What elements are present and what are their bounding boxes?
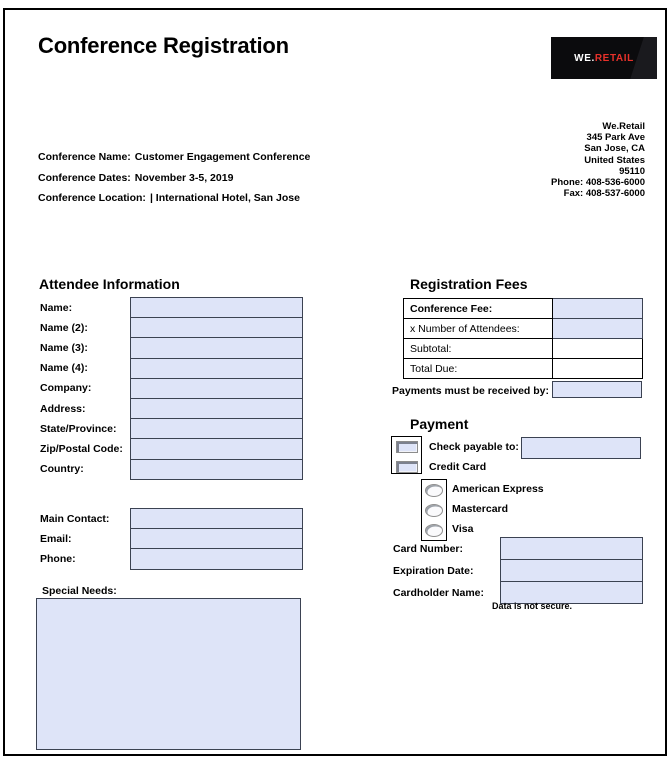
data-not-secure-note: Data is not secure. (492, 601, 573, 611)
mastercard-radio[interactable] (425, 504, 443, 517)
payment-heading: Payment (410, 416, 469, 432)
main-contact-input[interactable] (131, 513, 302, 525)
subtotal-label: Subtotal: (404, 339, 553, 359)
email-label: Email: (40, 532, 72, 545)
country-input[interactable] (131, 463, 302, 475)
card-fields-table (393, 537, 643, 604)
company-label: Company: (40, 382, 92, 395)
name-4-label: Name (4): (40, 362, 88, 375)
total-due-label: Total Due: (404, 359, 553, 379)
special-needs-label: Special Needs: (42, 585, 117, 597)
visa-radio[interactable] (425, 524, 443, 537)
email-field[interactable] (130, 529, 302, 549)
company-name: We.Retail (602, 121, 645, 132)
conference-fee-input[interactable] (553, 303, 642, 315)
conference-name-label: Conference Name: (38, 151, 131, 163)
special-needs-textarea[interactable] (36, 598, 301, 750)
phone-label: Phone: (40, 552, 76, 565)
conference-fee-field[interactable] (553, 299, 643, 319)
name-2-field[interactable] (130, 318, 302, 338)
attendee-information-heading: Attendee Information (39, 276, 180, 292)
state-province-label: State/Province: (40, 422, 117, 435)
payments-received-by-input[interactable] (553, 382, 641, 397)
conference-dates-line (38, 172, 233, 184)
card-number-input[interactable] (501, 543, 642, 555)
expiration-date-field[interactable] (500, 560, 642, 582)
visa-label: Visa (452, 523, 474, 535)
amex-radio[interactable] (425, 484, 443, 497)
conference-location-value: | International Hotel, San Jose (149, 192, 300, 204)
state-province-input[interactable] (131, 423, 302, 435)
payments-received-by-label: Payments must be received by: (392, 385, 549, 397)
expiration-date-label: Expiration Date: (393, 564, 474, 577)
company-phone: Phone: 408-536-6000 (551, 177, 645, 189)
subtotal-field (553, 339, 643, 359)
name-label: Name: (40, 301, 73, 314)
company-street: 345 Park Ave (586, 132, 645, 144)
phone-field[interactable] (130, 549, 302, 569)
page-title: Conference Registration (38, 33, 289, 58)
check-payable-field[interactable] (521, 437, 641, 459)
conference-name-line (38, 151, 310, 163)
credit-card-label: Credit Card (429, 461, 487, 473)
mastercard-label: Mastercard (452, 503, 509, 515)
name-input[interactable] (131, 302, 302, 314)
check-payable-label: Check payable to: (429, 441, 519, 453)
conference-dates-value: November 3-5, 2019 (134, 172, 234, 184)
conference-dates-label: Conference Dates: (38, 172, 131, 184)
country-field[interactable] (130, 459, 302, 479)
zip-postal-code-field[interactable] (130, 439, 302, 459)
number-of-attendees-field[interactable] (553, 319, 643, 339)
company-fax: Fax: 408-537-6000 (563, 188, 645, 200)
card-number-field[interactable] (500, 538, 642, 560)
number-of-attendees-label: x Number of Attendees: (404, 319, 553, 339)
company-address (551, 121, 645, 199)
attendee-fields-table (40, 297, 303, 480)
registration-fees-heading: Registration Fees (410, 276, 528, 292)
company-zip: 95110 (619, 165, 645, 177)
phone-input[interactable] (131, 553, 302, 565)
name-4-input[interactable] (131, 362, 302, 374)
name-3-label: Name (3): (40, 341, 88, 354)
conference-fee-label: Conference Fee: (404, 299, 553, 319)
conference-location-label: Conference Location: (38, 192, 146, 204)
state-province-field[interactable] (130, 419, 302, 439)
zip-postal-code-label: Zip/Postal Code: (40, 442, 123, 455)
total-due-field (553, 359, 643, 379)
company-field[interactable] (130, 378, 302, 398)
name-4-field[interactable] (130, 358, 302, 378)
amex-label: American Express (452, 483, 544, 495)
company-city: San Jose, CA (584, 143, 645, 155)
main-contact-label: Main Contact: (40, 512, 110, 525)
name-field[interactable] (130, 298, 302, 318)
conference-location-line (38, 192, 300, 204)
expiration-date-input[interactable] (501, 565, 642, 577)
contact-fields-table (40, 508, 303, 570)
address-input[interactable] (131, 403, 302, 415)
card-number-label: Card Number: (393, 542, 464, 555)
payments-received-by-field[interactable] (552, 381, 642, 398)
address-field[interactable] (130, 398, 302, 418)
fees-table (403, 298, 643, 379)
cardholder-name-input[interactable] (501, 587, 642, 599)
email-input[interactable] (131, 533, 302, 545)
check-payable-to-input[interactable] (522, 438, 640, 458)
main-contact-field[interactable] (130, 509, 302, 529)
cardholder-name-label: Cardholder Name: (393, 586, 485, 599)
name-3-input[interactable] (131, 342, 302, 354)
name-3-field[interactable] (130, 338, 302, 358)
company-input[interactable] (131, 382, 302, 394)
company-country: United States (584, 154, 645, 166)
name-2-input[interactable] (131, 322, 302, 334)
logo-text-retail: RETAIL (594, 52, 634, 64)
name-2-label: Name (2): (40, 321, 88, 334)
address-label: Address: (40, 402, 86, 415)
check-payable-checkbox[interactable] (396, 441, 418, 453)
country-label: Country: (40, 463, 84, 476)
zip-postal-code-input[interactable] (131, 443, 302, 455)
credit-card-checkbox[interactable] (396, 461, 418, 473)
number-of-attendees-input[interactable] (553, 323, 642, 335)
we-retail-logo (551, 37, 657, 79)
logo-text-we: WE. (574, 52, 595, 64)
conference-name-value: Customer Engagement Conference (134, 151, 311, 163)
